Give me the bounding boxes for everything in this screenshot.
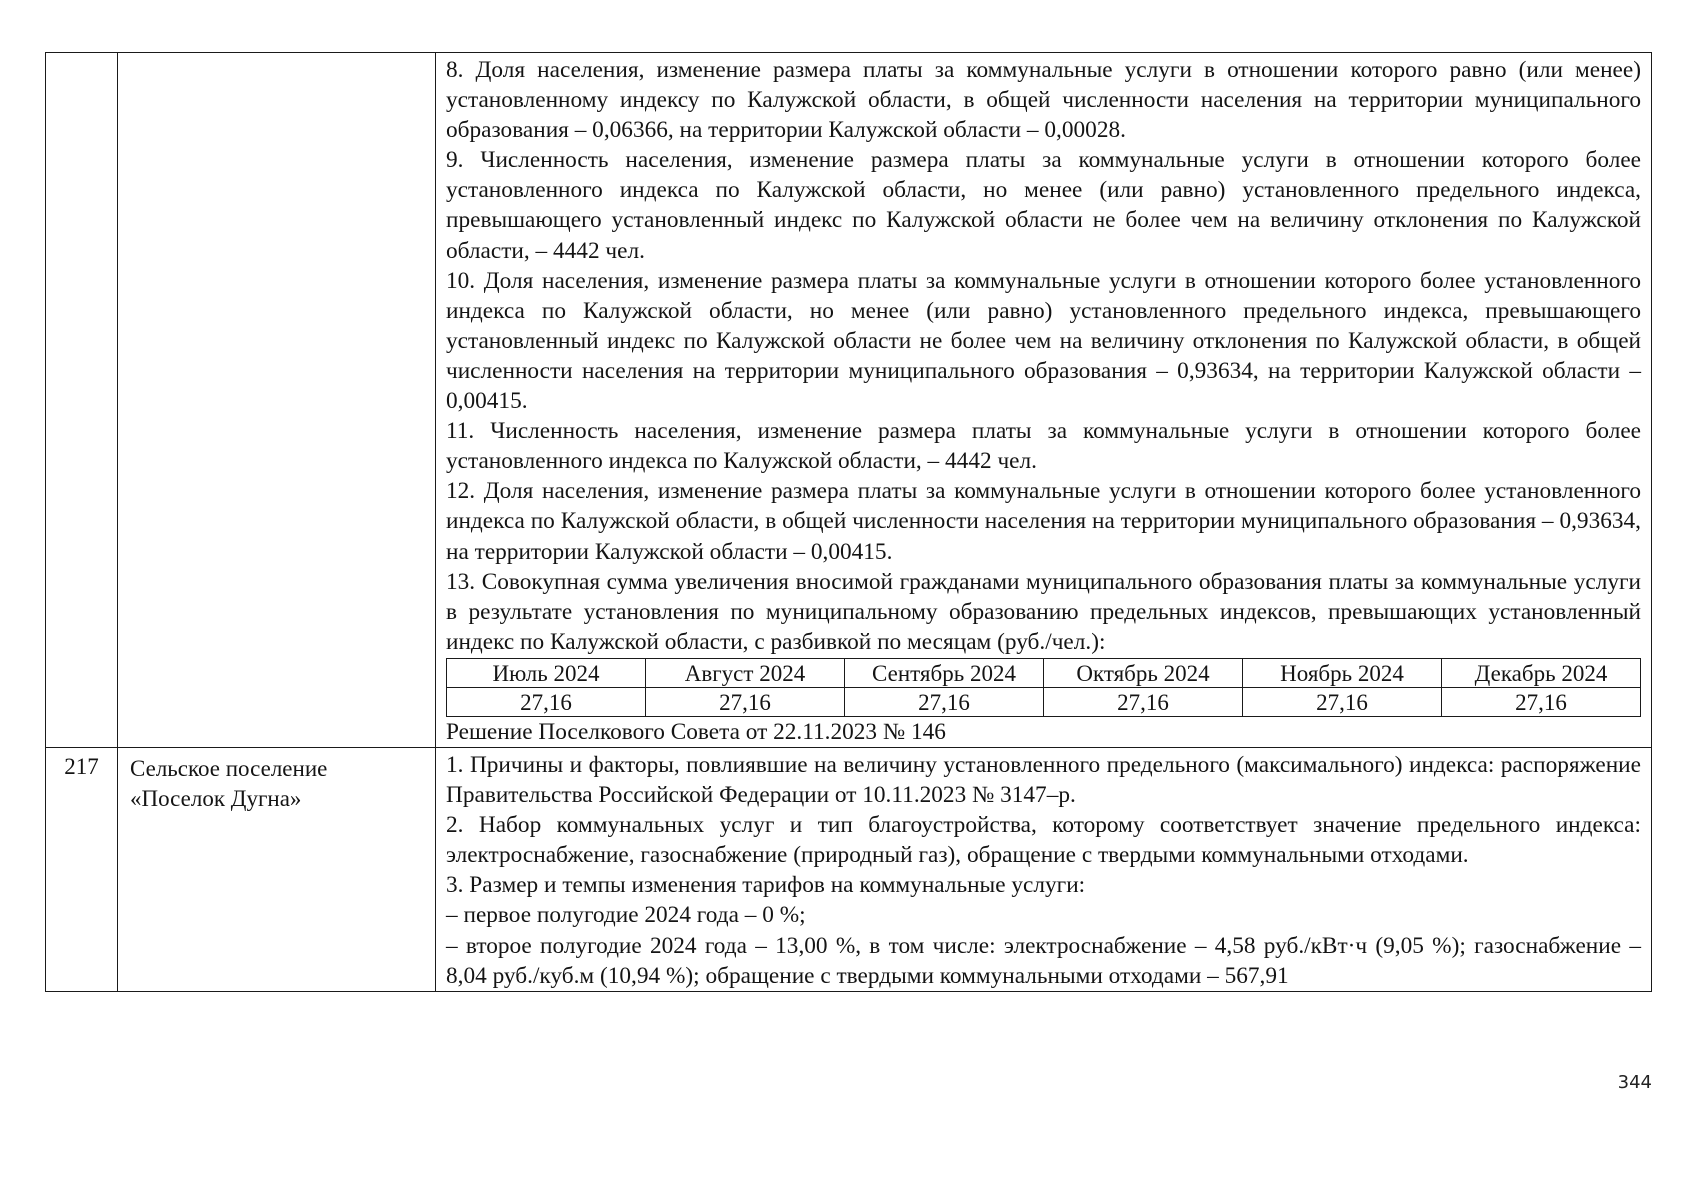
list-item: 13. Совокупная сумма увеличения вносимой гражданами муниципального образования платы за коммунальные услуги в результате установления по муниципальному образованию предельных индексов, превышающих установленный индекс по Калужской области, с разбивкой по месяцам (руб./чел.):	[446, 568, 1641, 655]
list-item: – первое полугодие 2024 года – 0 %;	[446, 902, 806, 929]
monthly-sum-table	[446, 658, 1641, 717]
month-header: Ноябрь 2024	[1243, 658, 1442, 687]
row-content	[436, 53, 1652, 748]
month-value: 27,16	[1243, 687, 1442, 716]
month-value: 27,16	[447, 687, 646, 716]
month-value-row	[447, 687, 1641, 716]
row-number: 217	[46, 747, 118, 991]
table-row	[46, 747, 1652, 991]
municipality-name: Сельское поселение «Поселок Дугна»	[118, 747, 436, 991]
document-table-area	[45, 52, 1651, 992]
month-header-row	[447, 658, 1641, 687]
month-value: 27,16	[1442, 687, 1641, 716]
row-content	[436, 747, 1652, 991]
month-value: 27,16	[845, 687, 1044, 716]
list-item: 11. Численность населения, изменение размера платы за коммунальные услуги в отношении которого более установленного индекса по Калужской области, – 4442 чел.	[446, 418, 1641, 475]
list-item: – второе полугодие 2024 года – 13,00 %, в том числе: электроснабжение – 4,58 руб./кВт·ч (9,05 %); газоснабжение – 8,04 руб./куб.м (10,94 %); обращение с твердыми коммунальными отходами – 567,91	[446, 932, 1641, 989]
row-number	[46, 53, 118, 748]
indices-table	[45, 52, 1652, 992]
list-item: 8. Доля населения, изменение размера платы за коммунальные услуги в отношении которого равно (или менее) установленному индексу по Калужской области, в общей численности населения на территории муниципального образования – 0,06366, на территории Калужской области – 0,00028.	[446, 57, 1641, 144]
month-header: Октябрь 2024	[1044, 658, 1243, 687]
month-value: 27,16	[646, 687, 845, 716]
month-header: Декабрь 2024	[1442, 658, 1641, 687]
list-item: 10. Доля населения, изменение размера платы за коммунальные услуги в отношении которого более установленного индекса по Калужской области, но менее (или равно) установленного предельного индекса, превышающего установленный индекс по Калужской области не более чем на величину отклонения по Калужской области, в общей численности населения на территории муниципального образования – 0,93634, на территории Калужской области – 0,00415.	[446, 267, 1641, 415]
list-item: 12. Доля населения, изменение размера платы за коммунальные услуги в отношении которого более установленного индекса по Калужской области, в общей численности населения на территории муниципального образования – 0,93634, на территории Калужской области – 0,00415.	[446, 478, 1641, 565]
month-header: Сентябрь 2024	[845, 658, 1044, 687]
list-item: 9. Численность населения, изменение размера платы за коммунальные услуги в отношении которого более установленного индекса по Калужской области, но менее (или равно) установленного предельного индекса, превышающего установленный индекс по Калужской области не более чем на величину отклонения по Калужской области, – 4442 чел.	[446, 147, 1641, 264]
month-header: Август 2024	[646, 658, 845, 687]
list-item: 3. Размер и темпы изменения тарифов на коммунальные услуги:	[446, 872, 1086, 899]
list-item: 2. Набор коммунальных услуг и тип благоустройства, которому соответствует значение предельного индекса: электроснабжение, газоснабжение (природный газ), обращение с твердыми коммунальными отходами.	[446, 812, 1641, 869]
page-number: 344	[1617, 1072, 1652, 1093]
municipality-name	[118, 53, 436, 748]
table-row	[46, 53, 1652, 748]
month-header: Июль 2024	[447, 658, 646, 687]
list-item: 1. Причины и факторы, повлиявшие на величину установленного предельного (максимального) индекса: распоряжение Правительства Российской Федерации от 10.11.2023 № 3147–р.	[446, 751, 1641, 809]
decision-reference: Решение Поселкового Совета от 22.11.2023 № 146	[446, 718, 946, 745]
month-value: 27,16	[1044, 687, 1243, 716]
